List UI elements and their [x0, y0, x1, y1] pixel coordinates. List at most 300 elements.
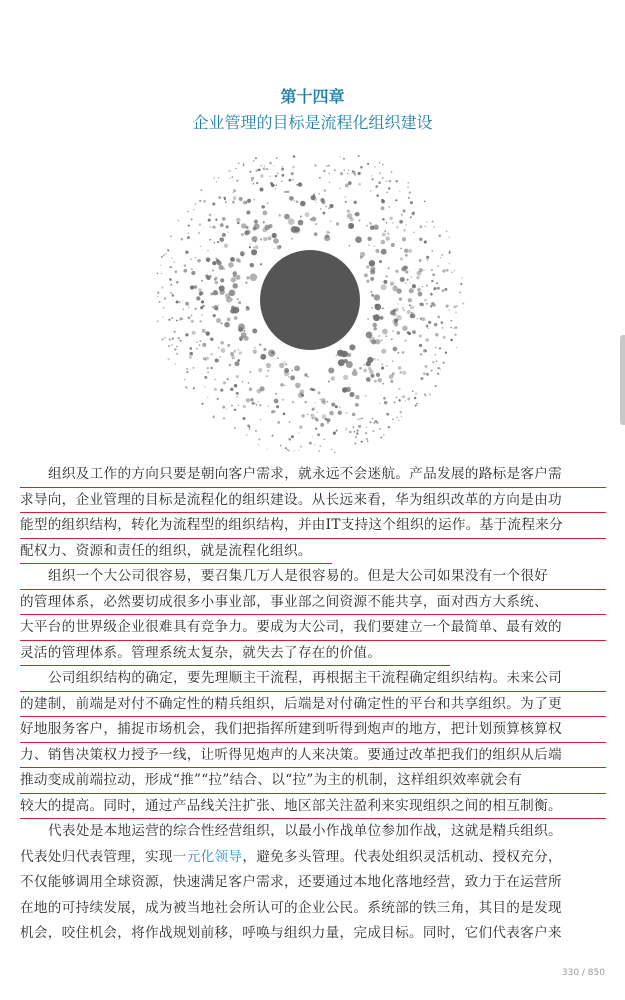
dot — [217, 398, 219, 400]
dot — [377, 359, 379, 361]
dot — [243, 330, 245, 332]
dot — [384, 401, 388, 405]
dot — [405, 282, 407, 284]
dot — [189, 347, 192, 350]
dot — [274, 399, 279, 404]
dot — [273, 165, 274, 166]
text-line: 推动变成前端拉动，形成“推”“拉”结合、以“拉”为主的机制，这样组织效率就会有 — [20, 768, 606, 794]
dot — [365, 432, 367, 434]
dot — [331, 376, 335, 380]
dot — [419, 238, 422, 241]
dot — [459, 291, 461, 293]
dot — [346, 387, 351, 392]
dot — [355, 436, 357, 438]
dot — [249, 371, 251, 373]
dot — [233, 275, 235, 277]
dot — [263, 237, 267, 241]
dot — [193, 209, 195, 211]
dot — [407, 398, 410, 401]
dot — [329, 204, 333, 208]
dot — [356, 432, 359, 435]
dot — [444, 288, 447, 291]
dot — [214, 177, 215, 178]
dot — [419, 344, 422, 347]
dot — [237, 349, 239, 351]
dot — [220, 322, 222, 324]
dot — [328, 380, 330, 382]
dot — [370, 223, 372, 225]
dot — [260, 263, 262, 265]
dot — [226, 225, 229, 228]
dot — [370, 190, 371, 191]
dot — [443, 336, 446, 339]
dot — [426, 303, 428, 305]
dot — [349, 344, 355, 350]
dot — [168, 319, 170, 321]
dot — [187, 316, 190, 319]
dot — [370, 277, 374, 281]
dot — [426, 256, 429, 259]
dot — [263, 221, 265, 223]
dot — [210, 293, 213, 296]
dot — [291, 370, 292, 371]
dot — [396, 417, 397, 418]
dot — [216, 181, 217, 182]
dot — [386, 275, 388, 277]
dot — [359, 367, 362, 370]
dot — [453, 327, 454, 328]
dot — [232, 176, 234, 178]
dot — [218, 196, 221, 199]
dot — [251, 177, 254, 180]
dot — [188, 225, 190, 227]
dot — [366, 265, 369, 268]
dot — [440, 369, 441, 370]
dot — [282, 166, 284, 168]
dot — [367, 357, 373, 363]
chapter-number: 第十四章 — [280, 87, 345, 106]
dot — [364, 273, 368, 277]
dot — [409, 304, 411, 306]
dot — [217, 293, 218, 294]
dot — [182, 300, 183, 301]
dot — [263, 348, 266, 351]
dot — [209, 239, 211, 241]
dot — [334, 452, 335, 453]
dot — [239, 197, 243, 201]
dot — [226, 409, 227, 410]
dot — [241, 254, 244, 257]
dot — [338, 359, 345, 366]
dot — [227, 378, 229, 380]
dot — [220, 223, 224, 227]
dot — [187, 232, 189, 234]
dot — [328, 173, 330, 175]
dot — [236, 375, 239, 378]
dot — [415, 404, 417, 406]
dot — [189, 356, 192, 359]
dot — [410, 305, 414, 309]
dot — [248, 199, 251, 202]
text-line: 公司组织结构的确定，要先理顺主干流程，再根据主干流程确定组织结构。未来公司 — [20, 666, 606, 692]
dot — [274, 188, 276, 190]
dot — [392, 418, 394, 420]
dot — [373, 314, 380, 321]
dot — [331, 449, 333, 451]
dot — [425, 350, 427, 352]
dot — [426, 373, 429, 376]
dot — [201, 280, 203, 282]
dot — [386, 365, 388, 367]
dot — [229, 289, 236, 296]
dot — [267, 236, 271, 240]
dot — [423, 372, 426, 375]
dot — [258, 368, 262, 372]
dot — [326, 165, 328, 167]
text-line: 较大的提高。同时，通过产品线关注扩张、地区部关注盈利来实现组织之间的相互制衡。 — [20, 794, 606, 820]
dot — [229, 364, 232, 367]
dot — [195, 203, 196, 204]
dot — [285, 191, 287, 193]
dot — [365, 395, 367, 397]
dot — [283, 413, 286, 416]
dot — [277, 421, 280, 424]
dot — [283, 361, 285, 363]
dot — [349, 245, 350, 246]
dot — [381, 284, 387, 290]
dot — [165, 253, 167, 255]
dot — [233, 350, 236, 353]
dot — [405, 400, 407, 402]
dot — [367, 237, 371, 241]
dot — [207, 397, 208, 398]
dot — [397, 288, 402, 293]
dot — [421, 303, 425, 307]
dot — [369, 370, 373, 374]
dot — [324, 235, 330, 241]
dot — [386, 181, 388, 183]
dot — [196, 348, 197, 349]
dot — [456, 305, 458, 307]
dot — [214, 242, 216, 244]
dot — [327, 422, 329, 424]
dot — [222, 217, 226, 221]
dot — [462, 303, 464, 305]
dot — [269, 175, 271, 177]
dot — [381, 363, 383, 365]
dot — [215, 379, 217, 381]
dot — [425, 365, 428, 368]
dot — [449, 250, 451, 252]
dot — [379, 162, 380, 163]
dot — [219, 356, 221, 358]
dot — [253, 183, 255, 185]
dot — [411, 276, 413, 278]
dot — [398, 419, 399, 420]
dot — [382, 218, 385, 221]
dot — [448, 263, 449, 264]
dot — [366, 280, 369, 283]
dot — [413, 232, 414, 233]
body-text — [20, 462, 606, 947]
dot — [442, 362, 444, 364]
dot — [318, 450, 319, 451]
dot — [446, 269, 449, 272]
dot — [274, 248, 275, 249]
dot — [426, 221, 427, 222]
dot — [340, 351, 347, 358]
dot — [190, 258, 192, 260]
dot — [393, 312, 397, 316]
dot — [394, 402, 396, 404]
dot — [272, 233, 277, 238]
dot — [372, 323, 376, 327]
dot — [375, 249, 379, 253]
dot — [319, 193, 320, 194]
dot — [317, 433, 320, 436]
dot — [201, 403, 203, 405]
dot — [327, 418, 331, 422]
dot — [247, 424, 250, 427]
dot — [372, 418, 373, 419]
dot — [191, 315, 193, 317]
dot — [387, 233, 389, 235]
dot — [243, 165, 244, 166]
dot — [346, 412, 348, 414]
dot — [298, 220, 304, 226]
dot — [371, 175, 372, 176]
dot — [210, 226, 212, 228]
dot — [174, 331, 176, 333]
dot — [437, 316, 440, 319]
dot — [404, 265, 406, 267]
dot — [217, 241, 219, 243]
dot — [396, 226, 398, 228]
dot — [432, 361, 435, 364]
dot — [367, 163, 369, 165]
dot — [349, 392, 354, 397]
dot — [260, 354, 266, 360]
dot — [198, 288, 202, 292]
dot — [289, 179, 292, 182]
dot — [386, 192, 388, 194]
dot — [417, 288, 421, 292]
dot — [176, 353, 178, 355]
dot — [357, 419, 359, 421]
dot — [227, 318, 231, 322]
dot — [235, 168, 236, 169]
dot — [231, 298, 233, 300]
dot — [266, 363, 271, 368]
dot — [379, 260, 382, 263]
dot — [180, 238, 183, 241]
dot — [163, 255, 165, 257]
dot — [209, 214, 212, 217]
dot — [180, 340, 182, 342]
dot — [433, 226, 434, 227]
dot — [366, 332, 373, 339]
text-segment: 代表处归代表管理，实现 — [20, 848, 173, 865]
dot — [329, 220, 331, 222]
dot — [340, 172, 343, 175]
dot — [400, 248, 402, 250]
dot — [370, 225, 375, 230]
dot — [375, 185, 378, 188]
dot — [172, 294, 174, 296]
dot — [224, 198, 226, 200]
dot — [311, 414, 315, 418]
dot — [281, 168, 284, 171]
dot — [276, 185, 278, 187]
dot — [388, 426, 390, 428]
dot — [204, 386, 206, 388]
dot — [369, 221, 371, 223]
dot — [431, 269, 433, 271]
dot — [260, 165, 262, 167]
dot — [455, 311, 457, 313]
dot — [343, 375, 348, 380]
dot — [253, 160, 255, 162]
dot — [267, 370, 269, 372]
dot — [230, 388, 233, 391]
dot — [188, 307, 190, 309]
dot — [367, 318, 369, 320]
dot — [392, 330, 394, 332]
dot — [214, 278, 217, 281]
dot — [333, 432, 336, 435]
dot — [393, 347, 398, 352]
dot — [409, 288, 414, 293]
dot — [430, 293, 433, 296]
dot — [442, 269, 445, 272]
dot — [207, 371, 209, 373]
dot — [295, 383, 301, 389]
dot — [434, 323, 438, 327]
dot — [343, 169, 345, 171]
dot — [349, 431, 351, 433]
dot — [199, 200, 201, 202]
dot — [348, 169, 349, 170]
dot — [269, 162, 272, 165]
dot — [275, 393, 277, 395]
dot — [347, 173, 348, 174]
dot — [396, 397, 398, 399]
dot — [213, 314, 216, 317]
dot — [179, 319, 181, 321]
dot — [267, 202, 269, 204]
dot — [400, 258, 403, 261]
text-line: 大平台的世界级企业很难具有竞争力。要成为大公司，我们要建立一个最简单、最有效的 — [20, 615, 606, 641]
dot — [252, 328, 257, 333]
dot — [388, 206, 390, 208]
dot — [378, 181, 381, 184]
dot — [260, 188, 264, 192]
dot — [184, 264, 187, 267]
dot — [404, 249, 408, 253]
dot — [318, 391, 321, 394]
dot — [423, 270, 424, 271]
dot — [314, 444, 315, 445]
dot — [409, 282, 410, 283]
dot — [395, 199, 397, 201]
dot — [374, 380, 377, 383]
dot — [218, 347, 220, 349]
dot — [200, 340, 201, 341]
dot — [253, 350, 257, 354]
dot — [392, 372, 395, 375]
dot — [407, 331, 410, 334]
dot — [241, 332, 247, 338]
text-line: 组织及工作的方向只要是朝向客户需求，就永远不会迷航。产品发展的路标是客户需 — [20, 462, 606, 488]
dot — [420, 377, 423, 380]
dot — [288, 438, 291, 441]
dot — [361, 418, 363, 420]
dot — [336, 222, 339, 225]
dot — [232, 283, 237, 288]
dot — [352, 413, 356, 417]
dot — [440, 257, 441, 258]
dot — [202, 343, 206, 347]
dot — [426, 284, 428, 286]
dot — [374, 420, 377, 423]
dot — [355, 395, 360, 400]
dot — [254, 403, 255, 404]
dot — [284, 214, 290, 220]
term-link[interactable]: 一元化领导 — [172, 848, 243, 865]
dot — [238, 301, 241, 304]
dot — [202, 329, 206, 333]
dot — [216, 259, 219, 262]
dot — [285, 447, 287, 449]
dot — [294, 365, 300, 371]
dot — [385, 236, 389, 240]
dot — [397, 352, 399, 354]
dot — [234, 384, 238, 388]
dot — [408, 298, 412, 302]
dot — [253, 227, 257, 231]
dot — [260, 239, 262, 241]
dot — [345, 196, 347, 198]
dot — [454, 270, 456, 272]
dot — [212, 202, 215, 205]
dot — [381, 200, 385, 204]
dot — [250, 398, 254, 402]
dot — [256, 182, 258, 184]
dot — [403, 309, 405, 311]
dot — [415, 393, 417, 395]
scroll-handle[interactable] — [620, 335, 625, 425]
dot — [436, 282, 438, 284]
dot — [168, 345, 170, 347]
dot — [324, 189, 327, 192]
dot — [421, 317, 425, 321]
dot — [315, 223, 317, 225]
dot — [398, 366, 402, 370]
dot — [426, 259, 428, 261]
dot — [224, 244, 228, 248]
dot — [460, 283, 462, 285]
dot — [224, 322, 230, 328]
dot — [173, 261, 175, 263]
dot — [162, 316, 163, 317]
dot — [310, 195, 315, 200]
dot — [336, 430, 338, 432]
dot — [246, 307, 250, 311]
dot — [345, 429, 347, 431]
dot — [378, 378, 382, 382]
dot — [402, 237, 406, 241]
dot — [161, 256, 163, 258]
